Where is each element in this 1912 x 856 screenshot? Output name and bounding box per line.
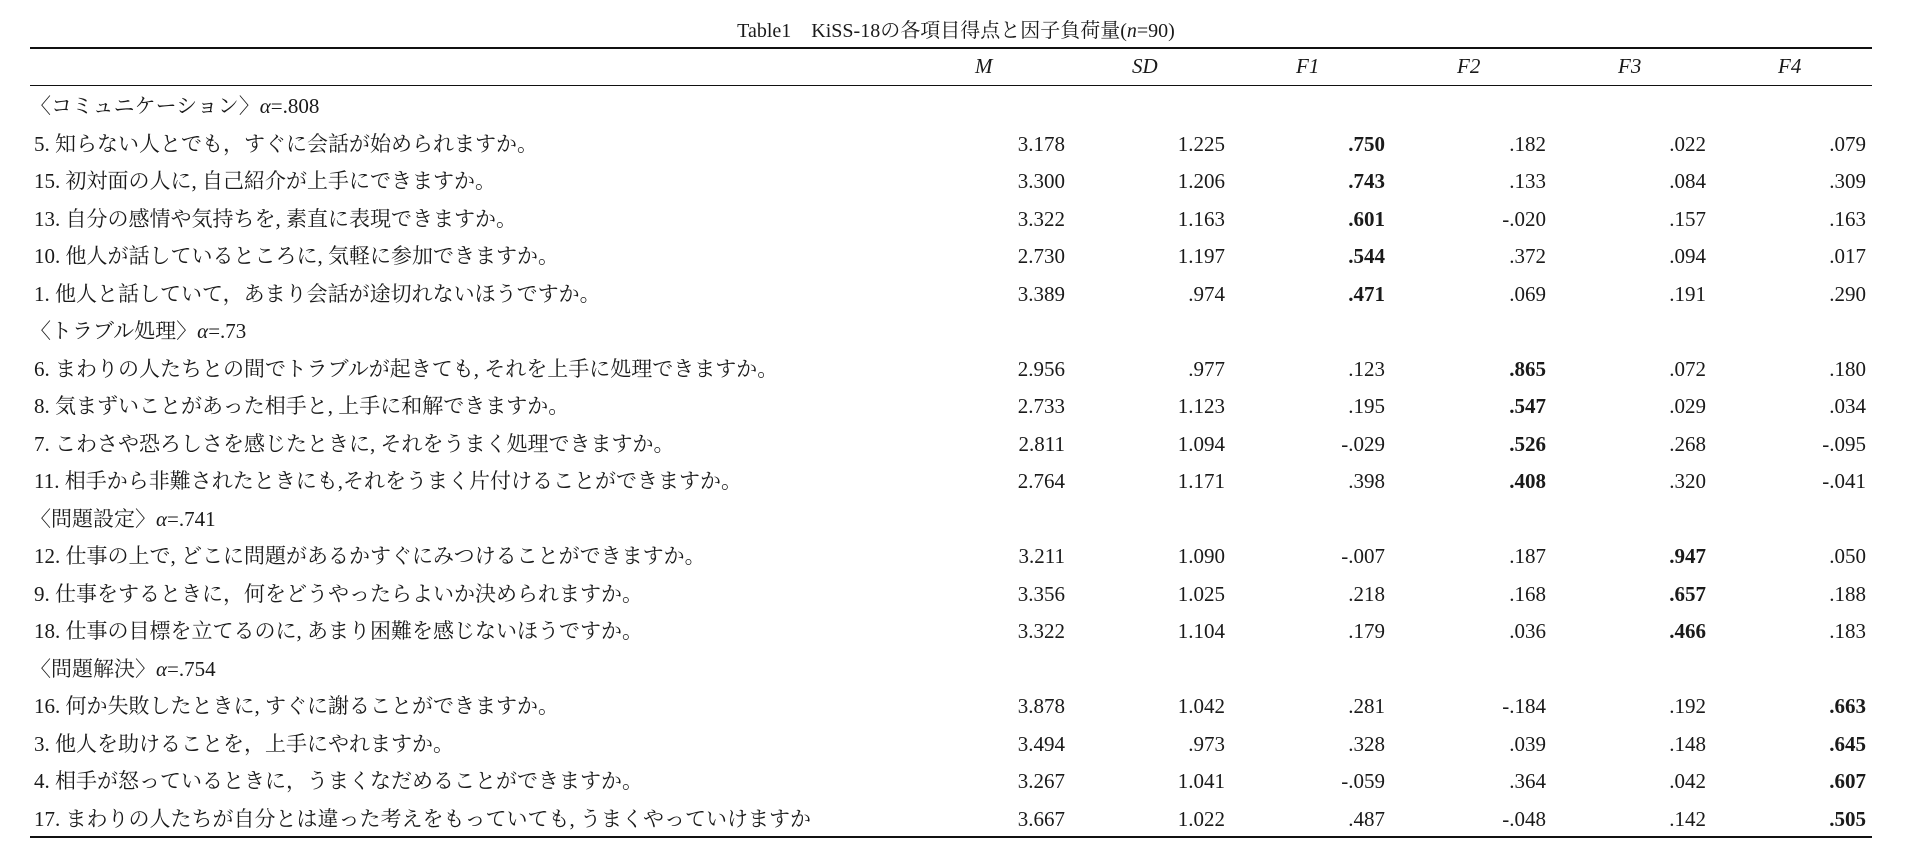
cell-f3: .157 — [1669, 206, 1706, 231]
item-label: 10. 他人が話しているところに, 気軽に参加できますか。 — [34, 244, 559, 268]
cell-m: 2.764 — [1017, 469, 1065, 493]
cell-f3: .142 — [1669, 806, 1706, 831]
cell-m: 3.389 — [1017, 281, 1065, 306]
table-body — [30, 88, 1872, 838]
caption-n-value: =90) — [1136, 20, 1175, 42]
cell-f4: .050 — [1829, 544, 1866, 568]
cell-sd: 1.206 — [1177, 169, 1225, 193]
column-header-f1: F1 — [1296, 54, 1320, 78]
cell-f1: .123 — [1348, 356, 1385, 381]
table-row — [30, 351, 1872, 389]
cell-f3: .084 — [1669, 169, 1706, 193]
item-label: 6. まわりの人たちとの間でトラブルが起きても, それを上手に処理できますか。 — [34, 356, 779, 381]
item-label: 13. 自分の感情や気持ちを, 素直に表現できますか。 — [34, 206, 517, 231]
cell-m: 3.322 — [1017, 619, 1065, 643]
cell-f4: .607 — [1829, 769, 1866, 793]
cell-f4: -.095 — [1822, 431, 1866, 456]
cell-f1: .750 — [1348, 131, 1385, 156]
table-row — [30, 688, 1872, 726]
section-title: 〈問題解決〉 — [30, 656, 156, 681]
cell-f2: .133 — [1509, 169, 1546, 193]
cell-f1: -.029 — [1341, 431, 1385, 456]
alpha-value: =.754 — [167, 656, 216, 681]
cell-sd: 1.225 — [1177, 131, 1225, 156]
cell-f4: .017 — [1829, 244, 1866, 268]
cell-f1: .743 — [1348, 169, 1385, 193]
column-header-f3: F3 — [1618, 54, 1642, 78]
cell-f1: .328 — [1348, 731, 1385, 756]
item-label: 16. 何か失敗したときに, すぐに謝ることができますか。 — [34, 694, 559, 718]
cell-m: 3.356 — [1017, 581, 1065, 606]
column-header-row — [30, 54, 1872, 82]
cell-sd: 1.123 — [1177, 394, 1225, 418]
cell-m: 3.300 — [1017, 169, 1065, 193]
cell-sd: .974 — [1188, 281, 1225, 306]
table-row — [30, 238, 1872, 276]
item-label: 17. まわりの人たちが自分とは違った考えをもっていても, うまくやっていけますか — [34, 806, 811, 831]
cell-m: 3.267 — [1017, 769, 1065, 793]
table-row — [30, 801, 1872, 839]
column-header-f2: F2 — [1457, 54, 1481, 78]
alpha-value: =.73 — [208, 319, 247, 343]
alpha-value: =.808 — [270, 94, 320, 118]
cell-f2: .036 — [1509, 619, 1546, 643]
section-heading — [30, 313, 1872, 351]
cell-m: 3.178 — [1017, 131, 1065, 156]
section-heading — [30, 501, 1872, 539]
item-label: 7. こわさや恐ろしさを感じたときに, それをうまく処理できますか。 — [34, 431, 675, 456]
cell-f2: .182 — [1509, 131, 1546, 156]
table-row — [30, 201, 1872, 239]
cell-m: 2.811 — [1018, 431, 1065, 456]
section-label — [30, 651, 216, 689]
cell-sd: .973 — [1188, 731, 1225, 756]
cell-f4: .183 — [1829, 619, 1866, 643]
cell-m: 3.494 — [1017, 731, 1065, 756]
cell-f3: .268 — [1669, 431, 1706, 456]
cell-f4: .163 — [1829, 206, 1866, 231]
cell-sd: 1.041 — [1177, 769, 1225, 793]
cell-f2: .547 — [1509, 394, 1546, 418]
column-header-f4: F4 — [1778, 54, 1802, 78]
item-label: 3. 他人を助けることを，上手にやれますか。 — [34, 731, 454, 756]
item-label: 8. 気まずいことがあった相手と, 上手に和解できますか。 — [34, 394, 570, 418]
cell-f3: .094 — [1669, 244, 1706, 268]
cell-f2: -.020 — [1502, 206, 1546, 231]
cell-f2: .865 — [1509, 356, 1546, 381]
cell-f1: .398 — [1348, 469, 1385, 493]
cell-f4: .034 — [1829, 394, 1866, 418]
section-label — [30, 88, 319, 126]
cell-f2: -.048 — [1502, 806, 1546, 831]
cell-f3: .466 — [1669, 619, 1706, 643]
cell-sd: 1.094 — [1177, 431, 1225, 456]
cell-sd: .977 — [1188, 356, 1225, 381]
cell-f1: .195 — [1348, 394, 1385, 418]
table-row — [30, 463, 1872, 501]
section-heading — [30, 651, 1872, 689]
cell-f4: .079 — [1829, 131, 1866, 156]
cell-f2: .039 — [1509, 731, 1546, 756]
item-label: 18. 仕事の目標を立てるのに, あまり困難を感じないほうですか。 — [34, 619, 643, 643]
top-rule — [30, 47, 1872, 49]
cell-f2: .187 — [1509, 544, 1546, 568]
cell-f2: .168 — [1509, 581, 1546, 606]
cell-f1: .487 — [1348, 806, 1385, 831]
table-row — [30, 613, 1872, 651]
section-title: 〈問題設定〉 — [30, 506, 156, 531]
table-row — [30, 576, 1872, 614]
section-label — [30, 501, 216, 539]
column-header-m: M — [975, 54, 993, 78]
table-row — [30, 126, 1872, 164]
item-label: 4. 相手が怒っているときに，うまくなだめることができますか。 — [34, 769, 643, 793]
cell-f4: .645 — [1829, 731, 1866, 756]
table-row — [30, 763, 1872, 801]
cell-sd: 1.042 — [1177, 694, 1225, 718]
alpha-symbol: α — [156, 656, 168, 681]
cell-f3: .022 — [1669, 131, 1706, 156]
table-row — [30, 538, 1872, 576]
caption-text: Table1 KiSS-18の各項目得点と因子負荷量( — [737, 20, 1127, 42]
cell-f4: .188 — [1829, 581, 1866, 606]
item-label: 12. 仕事の上で, どこに問題があるかすぐにみつけることができますか。 — [34, 544, 706, 568]
cell-f3: .657 — [1669, 581, 1706, 606]
cell-m: 2.956 — [1017, 356, 1065, 381]
section-label — [30, 313, 246, 351]
section-title: 〈トラブル処理〉 — [30, 319, 198, 343]
alpha-symbol: α — [259, 94, 271, 118]
cell-f4: -.041 — [1822, 469, 1866, 493]
cell-f2: .408 — [1509, 469, 1546, 493]
section-heading — [30, 88, 1872, 126]
cell-m: 3.878 — [1017, 694, 1065, 718]
alpha-value: =.741 — [167, 506, 216, 531]
cell-f3: .029 — [1669, 394, 1706, 418]
cell-sd: 1.163 — [1177, 206, 1225, 231]
bottom-rule — [30, 836, 1872, 838]
table-row — [30, 163, 1872, 201]
cell-f1: .179 — [1348, 619, 1385, 643]
column-header-sd: SD — [1132, 54, 1158, 78]
table-row — [30, 726, 1872, 764]
cell-m: 3.211 — [1018, 544, 1065, 568]
cell-f2: -.184 — [1502, 694, 1546, 718]
cell-f3: .192 — [1669, 694, 1706, 718]
item-label: 15. 初対面の人に, 自己紹介が上手にできますか。 — [34, 169, 496, 193]
caption-n-symbol: n — [1126, 20, 1137, 42]
cell-f3: .947 — [1669, 544, 1706, 568]
cell-f3: .191 — [1669, 281, 1706, 306]
cell-m: 2.733 — [1017, 394, 1065, 418]
table-row — [30, 276, 1872, 314]
cell-f4: .505 — [1829, 806, 1866, 831]
item-label: 1. 他人と話していて，あまり会話が途切れないほうですか。 — [34, 281, 601, 306]
cell-f3: .320 — [1669, 469, 1706, 493]
cell-m: 2.730 — [1017, 244, 1065, 268]
cell-f1: -.059 — [1341, 769, 1385, 793]
cell-sd: 1.022 — [1177, 806, 1225, 831]
section-title: 〈コミュニケーション〉 — [30, 94, 260, 118]
item-label: 5. 知らない人とでも，すぐに会話が始められますか。 — [34, 131, 538, 156]
cell-f1: .281 — [1348, 694, 1385, 718]
table-row — [30, 388, 1872, 426]
cell-f2: .069 — [1509, 281, 1546, 306]
cell-f4: .309 — [1829, 169, 1866, 193]
table-row — [30, 426, 1872, 464]
cell-f2: .372 — [1509, 244, 1546, 268]
cell-f4: .290 — [1829, 281, 1866, 306]
cell-sd: 1.171 — [1177, 469, 1225, 493]
table-caption — [0, 14, 1912, 43]
alpha-symbol: α — [156, 506, 168, 531]
cell-m: 3.667 — [1017, 806, 1065, 831]
cell-sd: 1.104 — [1177, 619, 1225, 643]
cell-f2: .526 — [1509, 431, 1546, 456]
item-label: 11. 相手から非難されたときにも,それをうまく片付けることができますか。 — [34, 469, 742, 493]
alpha-symbol: α — [197, 319, 209, 343]
cell-f1: .601 — [1348, 206, 1385, 231]
cell-f3: .042 — [1669, 769, 1706, 793]
cell-f2: .364 — [1509, 769, 1546, 793]
cell-sd: 1.197 — [1177, 244, 1225, 268]
cell-f1: -.007 — [1341, 544, 1385, 568]
cell-f1: .471 — [1348, 281, 1385, 306]
cell-sd: 1.090 — [1177, 544, 1225, 568]
header-rule — [30, 85, 1872, 86]
cell-f3: .148 — [1669, 731, 1706, 756]
cell-f4: .663 — [1829, 694, 1866, 718]
cell-f1: .544 — [1348, 244, 1385, 268]
cell-f1: .218 — [1348, 581, 1385, 606]
cell-m: 3.322 — [1017, 206, 1065, 231]
cell-sd: 1.025 — [1177, 581, 1225, 606]
cell-f3: .072 — [1669, 356, 1706, 381]
item-label: 9. 仕事をするときに，何をどうやったらよいか決められますか。 — [34, 581, 643, 606]
cell-f4: .180 — [1829, 356, 1866, 381]
